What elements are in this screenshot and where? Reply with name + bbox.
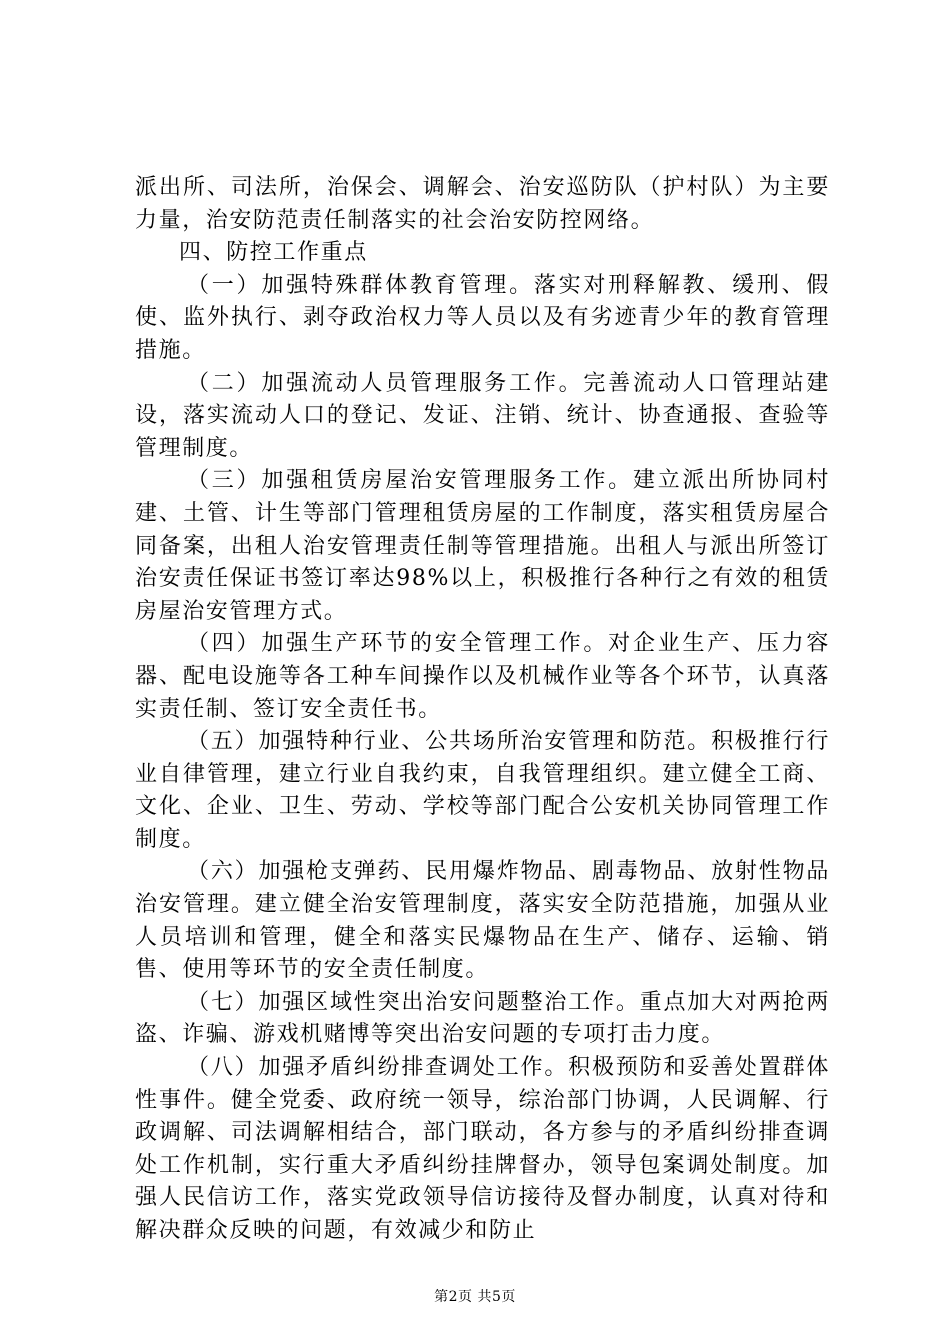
paragraph-item-5: （五）加强特种行业、公共场所治安管理和防范。积极推行行业自律管理，建立行业自我约束，自我管理组织。建立健全工商、文化、企业、卫生、劳动、学校等部门配合公安机关协同管理工作制度。 bbox=[135, 729, 830, 852]
paragraph-item-6: （六）加强枪支弹药、民用爆炸物品、剧毒物品、放射性物品治安管理。建立健全治安管理制度，落实安全防范措施，加强从业人员培训和管理，健全和落实民爆物品在生产、储存、运输、销售、使用等环节的安全责任制度。 bbox=[135, 859, 830, 983]
paragraph-item-3: （三）加强租赁房屋治安管理服务工作。建立派出所协同村建、土管、计生等部门管理租赁房屋的工作制度，落实租赁房屋合同备案，出租人治安管理责任制等管理措施。出租人与派出所签订治安责任保证书签订率达98%以上，积极推行各种行之有效的租赁房屋治安管理方式。 bbox=[135, 468, 830, 624]
paragraph-item-2: （二）加强流动人员管理服务工作。完善流动人口管理站建设，落实流动人口的登记、发证、注销、统计、协查通报、查验等管理制度。 bbox=[135, 370, 830, 461]
paragraph-continuation: 派出所、司法所，治保会、调解会、治安巡防队（护村队）为主要力量，治安防范责任制落实的社会治安防控网络。 bbox=[135, 175, 830, 233]
paragraph-item-1: （一）加强特殊群体教育管理。落实对刑释解教、缓刑、假使、监外执行、剥夺政治权力等人员以及有劣迹青少年的教育管理措施。 bbox=[135, 272, 830, 363]
paragraph-item-7: （七）加强区域性突出治安问题整治工作。重点加大对两抢两盗、诈骗、游戏机赌博等突出治安问题的专项打击力度。 bbox=[135, 989, 830, 1048]
paragraph-item-8: （八）加强矛盾纠纷排查调处工作。积极预防和妥善处置群体性事件。健全党委、政府统一领导，综治部门协调，人民调解、行政调解、司法调解相结合，部门联动，各方参与的矛盾纠纷排查调处工作机制，实行重大矛盾纠纷挂牌督办，领导包案调处制度。加强人民信访工作，落实党政领导信访接待及督办制度，认真对待和解决群众反映的问题，有效减少和防止 bbox=[135, 1055, 830, 1243]
document-body bbox=[135, 172, 830, 1248]
page-footer: 第2页 共5页 bbox=[434, 1289, 516, 1305]
section-heading: 四、防控工作重点 bbox=[179, 240, 368, 266]
paragraph-item-4: （四）加强生产环节的安全管理工作。对企业生产、压力容器、配电设施等各工种车间操作以及机械作业等各个环节，认真落实责任制、签订安全责任书。 bbox=[135, 631, 830, 722]
